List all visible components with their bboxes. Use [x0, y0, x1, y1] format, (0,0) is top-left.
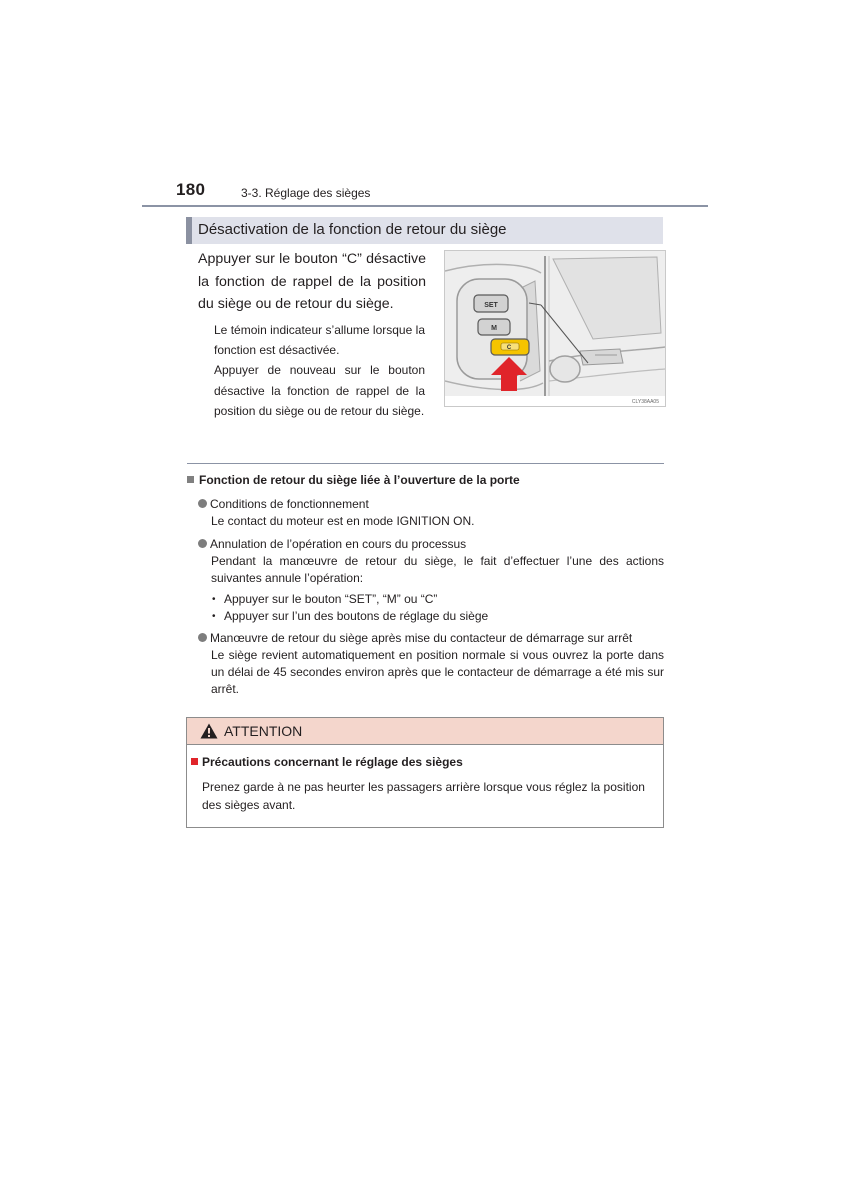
- note-press-again: Appuyer de nouveau sur le bouton désactive la fonction de rappel de la position du siège ou de retour du siège.: [214, 363, 425, 418]
- list-item-conditions: [198, 496, 664, 530]
- svg-text:C: C: [506, 345, 512, 351]
- attention-box: [186, 717, 664, 828]
- m-button: [478, 319, 510, 335]
- conditions-title: Conditions de fonctionnement: [210, 497, 369, 511]
- section-heading-text: Désactivation de la fonction de retour du siège: [198, 221, 507, 238]
- attention-subtitle: [191, 755, 463, 769]
- cancel-action-item: • Appuyer sur le bouton “SET”, “M” ou “C”: [212, 591, 488, 608]
- section-breadcrumb: 3-3. Réglage des sièges: [241, 186, 371, 200]
- header-rule: [142, 205, 708, 207]
- gray-square-icon: [187, 476, 194, 483]
- after-stop-body: Le siège revient automatiquement en position normale si vous ouvrez la porte dans un délai de 45 secondes environ après que le contacteur de démarrage a été mis sur arrêt.: [211, 648, 664, 696]
- list-item-after-stop: [198, 630, 664, 698]
- cancel-actions-list: [212, 591, 488, 625]
- bullet-dot-icon: [198, 633, 207, 642]
- conditions-body: Le contact du moteur est en mode IGNITION ON.: [211, 514, 475, 528]
- door-panel-illustration: [444, 250, 666, 407]
- cancel-action-item: • Appuyer sur l’un des boutons de réglage du siège: [212, 608, 488, 625]
- after-stop-title: Manœuvre de retour du siège après mise du contacteur de démarrage sur arrêt: [210, 631, 633, 645]
- illustration-code: CLY38AA05: [631, 399, 659, 405]
- section-heading: [186, 217, 663, 244]
- svg-text:M: M: [491, 325, 497, 332]
- set-button: [474, 295, 508, 312]
- attention-body: Prenez garde à ne pas heurter les passagers arrière lorsque vous réglez la position des sièges avant.: [202, 780, 645, 812]
- indicator-note: [214, 320, 425, 421]
- list-item-cancel: [198, 536, 664, 587]
- attention-subtitle-text: Précautions concernant le réglage des sièges: [202, 755, 463, 769]
- cancel-title: Annulation de l’opération en cours du processus: [210, 537, 467, 551]
- intro-paragraph: Appuyer sur le bouton “C” désactive la fonction de rappel de la position du siège ou de retour du siège.: [198, 251, 426, 312]
- door-linked-title-text: Fonction de retour du siège liée à l’ouverture de la porte: [199, 473, 520, 487]
- c-button: [491, 339, 529, 355]
- cancel-body: Pendant la manœuvre de retour du siège, le fait d’effectuer l’une des actions suivantes annule l’opération:: [211, 554, 664, 585]
- attention-header: [187, 718, 663, 745]
- door-panel-drawing: [445, 251, 665, 406]
- svg-text:SET: SET: [484, 302, 498, 309]
- attention-title: ATTENTION: [224, 723, 303, 739]
- bullet-dot-icon: [198, 539, 207, 548]
- warning-triangle-icon: [200, 723, 218, 739]
- heading-accent-bar: [186, 217, 192, 244]
- page-number: 180: [176, 180, 206, 199]
- red-square-icon: [191, 758, 198, 765]
- note-indicator-on: Le témoin indicateur s’allume lorsque la fonction est désactivée.: [214, 323, 425, 358]
- bullet-dot-icon: [198, 499, 207, 508]
- door-linked-title: [187, 473, 520, 487]
- section-rule: [187, 463, 664, 464]
